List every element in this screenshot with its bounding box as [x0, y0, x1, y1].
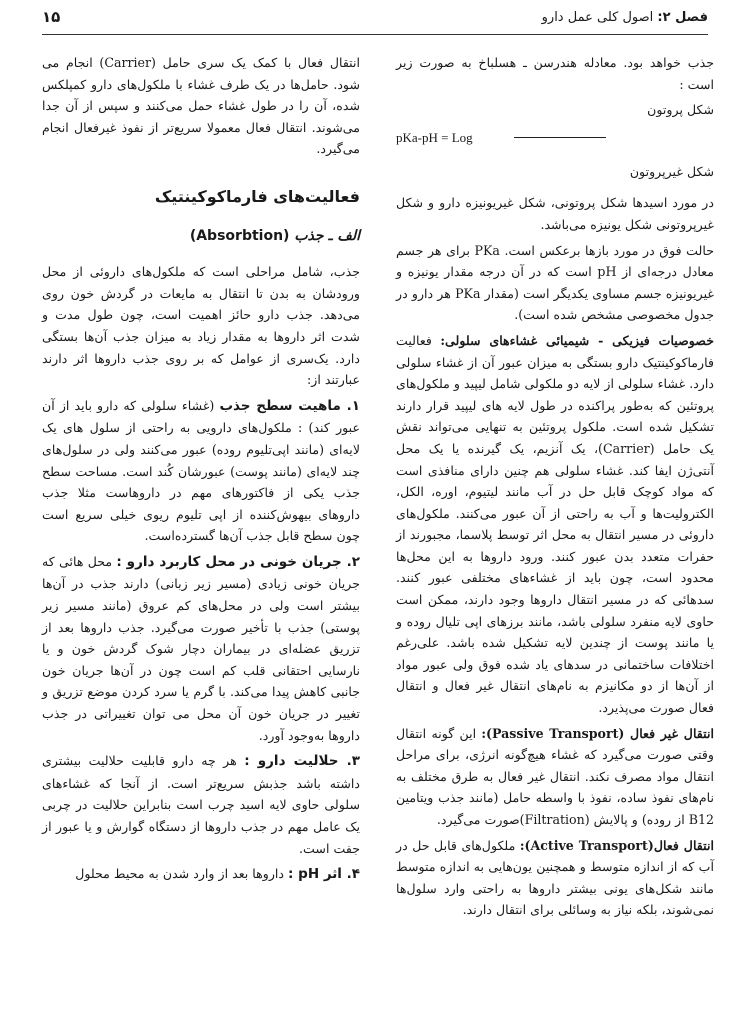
- section-heading: خصوصیات فیزیکی - شیمیائی غشاءهای سلولی:: [440, 332, 714, 348]
- item-heading: ۱. ماهیت سطح جذب: [219, 397, 360, 414]
- paragraph: [396, 723, 714, 831]
- henderson-equation: [396, 125, 714, 151]
- section-heading: انتقال غیر فعال (Passive Transport):: [481, 725, 714, 741]
- list-item: [42, 395, 360, 547]
- paragraph: [396, 330, 714, 719]
- paragraph: جذب، شامل مراحلی است که ملکول‌های داروئی از محل ورودشان به بدن تا انتقال به مایعات در گردش خون روی می‌دهد. جذب دارو حائز اهمیت است، چون طول مدت و شدت اثر داروها به مقدار زیاد به میزان جذب آن‌ها بستگی دارد. یک‌سری از عوامل که بر روی جذب داروها اثر دارند عبارتند از:: [42, 264, 360, 388]
- item-heading: ۴. اثر pH :: [288, 866, 360, 883]
- item-heading: ۲. جریان خونی در محل کاربرد دارو :: [116, 553, 360, 570]
- item-text: محل هائی که جریان خونی زیادی (مسیر زیر زبانی) دارند جذب در آن‌ها بیشتر است ولی در محل‌های کم عروق (مانند مسیر زیر پوستی) جذب با تأخیر صورت می‌گیرد. جذب داروها بعد از تزریق عضله‌ای در بیماران دچار شوک گردش خون و یا نارسایی احتقانی قلب کم است چون در آن‌ها جریان خون جانبی کاهش پیدا می‌کند. با گرم یا سرد کردن موضع تزریق و تغییر در جریان خون آن محل می توان تغییراتی در جذب داروها به‌وجود آورد.: [42, 553, 360, 743]
- section-title: فعالیت‌های فارماکوکینتیک: [154, 186, 360, 206]
- list-item: [42, 551, 360, 746]
- paragraph: [396, 835, 714, 921]
- subsection-title-fa: الف ـ جذب: [294, 227, 360, 244]
- fraction-line: [514, 137, 606, 138]
- section-heading: انتقال فعال(Active Transport):: [519, 837, 714, 853]
- list-item: [42, 863, 360, 886]
- left-column: [42, 52, 360, 890]
- page-number: ۱۵: [42, 8, 61, 26]
- equation-formula: pKa-pH = Log: [396, 129, 473, 145]
- paragraph-text: فعالیت فارماکوکینتیک دارو بستگی به میزان عبور آن از غشاء سلولی دارد. غشاء سلولی از لایه دو ملکولی شامل لیپید و ملکول‌های پروتئین که به‌طور پراکنده در طول لایه های لیپید قرار دارند تشکیل شده است. ملکول پروتئین به تنهایی می‌تواند نقش یک حامل (Carrier)، یک آنزیم، یک گیرنده یا یک محل آنتی‌ژن ایفا کند. غشاء سلولی هم چنین دارای منافذی است که مواد کوچک قابل حل در آب مانند لیتیوم، اوره، الکل، الکترولیت‌ها و آب به راحتی از آن عبور می‌کنند. ملکول‌های داروئی در مسیر انتقال به محل اثر توسط پلاسما، مجبورند از حفرات متعدد بدن عبور کنند. ورود داروها به این محل‌ها محدود است، چون باید از غشاءهای مختلفی عبور کنند. سدهائی که در مسیر انتقال داروها وجود دارند، ممکن است حاوی لایه منفرد سلولی باشد، مانند برزهای اپی تلیال روده و یا مانند پوست از چندین لایه تشکیل شده باشد. علی‌رغم اختلافات ساختمانی در سدهای یاد شده فوق ولی عبور مواد از آن‌ها از دو مکانیزم به نام‌های انتقال غیر فعال و انتقال فعال صورت می‌پذیرد.: [396, 332, 714, 716]
- list-item: [42, 750, 360, 859]
- paragraph: در مورد اسیدها شکل پروتونی، شکل غیریونیزه دارو و شکل غیرپروتونی شکل یونیزه می‌باشد.: [396, 195, 714, 232]
- paragraph-text: این گونه انتقال وقتی صورت می‌گیرد که غشاء هیچ‌گونه انرژی، برای مراحل انتقال مواد مصرف نکند. انتقال غیر فعال به طرق مختلف به نام‌های نفوذ ساده، نفوذ با واسطه حامل (مانند جذب ویتامین B12 از روده) و پالایش (Filtration)صورت می‌گیرد.: [396, 725, 714, 827]
- right-column: [396, 52, 714, 925]
- item-text: داروها بعد از وارد شدن به محیط محلول: [75, 866, 285, 882]
- paragraph: حالت فوق در مورد بازها برعکس است. PKa برای هر جسم معادل درجه‌ای از pH است که در آن درجه مقدار یونیزه و غیریونیزه جسم مساوی یکدیگر است (مقدار PKa هر دارو در جدول مخصوصی مشخص شده است).: [396, 242, 715, 323]
- chapter-title: [542, 10, 708, 25]
- page-header: [42, 6, 708, 35]
- paragraph-text: ملکول‌های قابل حل در آب که از اندازه متوسط و همچنین یون‌هایی به اندازه متوسط مانند شکل‌های یونی بیشتر داروها به راحتی وارد سلول‌ها نمی‌شوند، بلکه نیاز به وسائلی برای انتقال دارند.: [396, 837, 714, 918]
- item-text: هر چه دارو قابلیت حلالیت بیشتری داشته باشد جذبش سریع‌تر است. از آنجا که غشاءهای سلولی حاوی لایه اسید چرب است بنابراین حلالیت در چربی یک عامل مهم در جذب داروها از دستگاه گوارش و یا عبور از جفت است.: [42, 753, 360, 856]
- paragraph: انتقال فعال با کمک یک سری حامل (Carrier) انجام می شود. حامل‌ها در یک طرف غشاء با ملکول‌های دارو کمپلکس شده، آن را در طول غشاء حمل می‌کنند و سپس از آن جدا می‌شوند. انتقال فعال معمولا سریع‌تر از نفوذ غیرفعال انجام می‌گیرد.: [42, 55, 360, 157]
- chapter-prefix: فصل ۲:: [657, 10, 708, 25]
- equation-denominator: شکل غیرپروتون: [629, 163, 714, 179]
- equation-numerator: شکل پروتون: [647, 102, 714, 118]
- item-text: (غشاء سلولی که دارو باید از آن عبور کند) : ملکول‌های دارویی به راحتی از سلول های یک لایه‌ای (مانند اپی‌تلیوم روده) عبور می‌کنند ولی در سلول‌های چند لایه‌ای (مانند پوست) عبورشان کُند است. مساحت سطح جذب یکی از فاکتورهای مهم در داروهاست مثلا جذب داروهای بیهوش‌کننده از اپی تلیوم ریوی خیلی سریع است چون سطح قابل جذب آن‌ها گسترده‌است.: [42, 397, 360, 544]
- chapter-name: اصول کلی عمل دارو: [541, 10, 654, 25]
- subsection-title-en: (Absorbtion): [189, 227, 290, 244]
- item-heading: ۳. حلالیت دارو :: [244, 753, 361, 770]
- paragraph: جذب خواهد بود. معادله هندرسن ـ هسلباخ به صورت زیر است :: [396, 55, 714, 92]
- subsection-title: [42, 226, 360, 248]
